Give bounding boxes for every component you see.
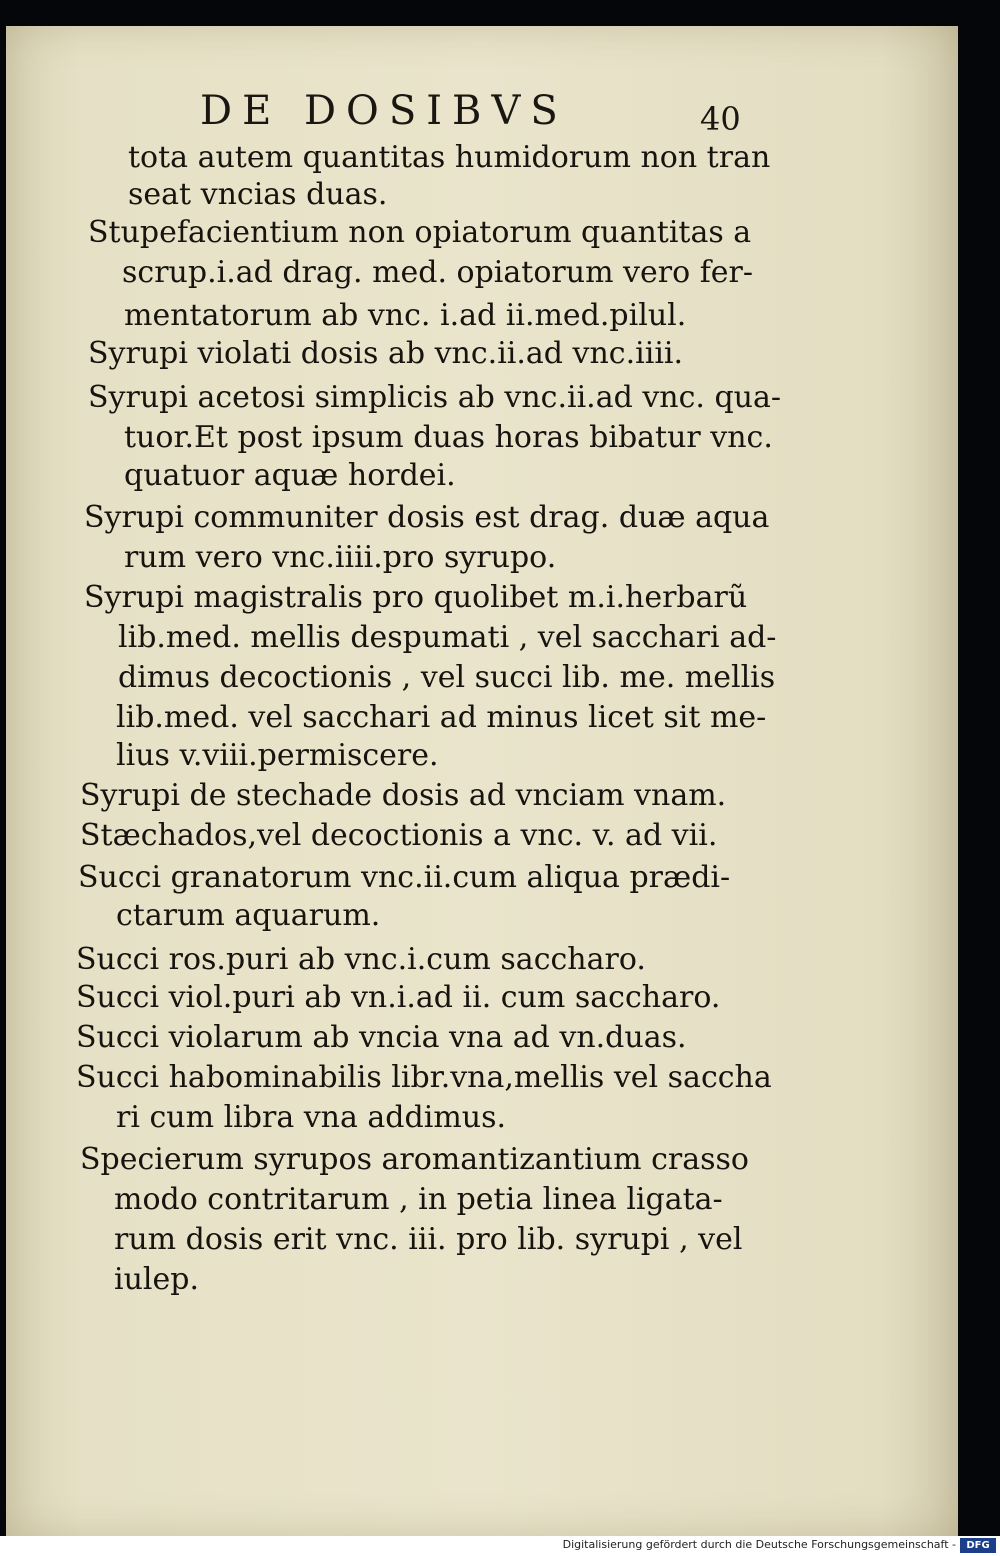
- text-line: lius v.viii.permiscere.: [116, 738, 439, 773]
- text-line: dimus decoctionis , vel succi lib. me. mellis: [118, 660, 776, 695]
- text-line: Syrupi communiter dosis est drag. duæ aqua: [84, 500, 770, 535]
- digitization-credit-bar: [0, 1536, 1000, 1556]
- text-line: lib.med. mellis despumati , vel sacchari ad-: [118, 620, 777, 655]
- text-line: iulep.: [114, 1262, 200, 1297]
- text-line: Syrupi magistralis pro quolibet m.i.herbarũ: [84, 580, 748, 615]
- text-line: scrup.i.ad drag. med. opiatorum vero fer-: [122, 255, 754, 290]
- text-line: mentatorum ab vnc. i.ad ii.med.pilul.: [124, 298, 687, 333]
- text-line: rum vero vnc.iiii.pro syrupo.: [124, 540, 557, 575]
- text-line: Succi viol.puri ab vn.i.ad ii. cum saccharo.: [76, 980, 721, 1015]
- text-line: Syrupi violati dosis ab vnc.ii.ad vnc.iiii.: [88, 336, 684, 371]
- text-line: modo contritarum , in petia linea ligata-: [114, 1182, 723, 1217]
- text-line: Succi violarum ab vncia vna ad vn.duas.: [76, 1020, 687, 1055]
- text-line: Syrupi acetosi simplicis ab vnc.ii.ad vnc. qua-: [88, 380, 782, 415]
- text-line: Succi habominabilis libr.vna,mellis vel saccha: [76, 1060, 772, 1095]
- running-title: DE DOSIBVS: [200, 88, 568, 134]
- credit-text: Digitalisierung gefördert durch die Deutsche Forschungsgemeinschaft -: [562, 1538, 956, 1551]
- text-line: rum dosis erit vnc. iii. pro lib. syrupi , vel: [114, 1222, 743, 1257]
- text-line: tuor.Et post ipsum duas horas bibatur vnc.: [124, 420, 773, 455]
- text-line: Stæchados,vel decoctionis a vnc. v. ad vii.: [80, 818, 718, 853]
- text-line: lib.med. vel sacchari ad minus licet sit me-: [116, 700, 767, 735]
- text-line: seat vncias duas.: [128, 177, 388, 212]
- text-line: tota autem quantitas humidorum non tran: [128, 140, 771, 175]
- text-line: Succi granatorum vnc.ii.cum aliqua prædi-: [78, 860, 731, 895]
- text-line: Stupefacientium non opiatorum quantitas a: [88, 215, 752, 250]
- text-line: ri cum libra vna addimus.: [116, 1100, 507, 1135]
- dfg-logo: DFG: [960, 1538, 996, 1553]
- text-line: quatuor aquæ hordei.: [124, 458, 456, 493]
- text-line: Specierum syrupos aromantizantium crasso: [80, 1142, 749, 1177]
- page-number: 40: [700, 100, 741, 138]
- text-line: Syrupi de stechade dosis ad vnciam vnam.: [80, 778, 727, 813]
- text-line: Succi ros.puri ab vnc.i.cum saccharo.: [76, 942, 646, 977]
- text-line: ctarum aquarum.: [116, 898, 381, 933]
